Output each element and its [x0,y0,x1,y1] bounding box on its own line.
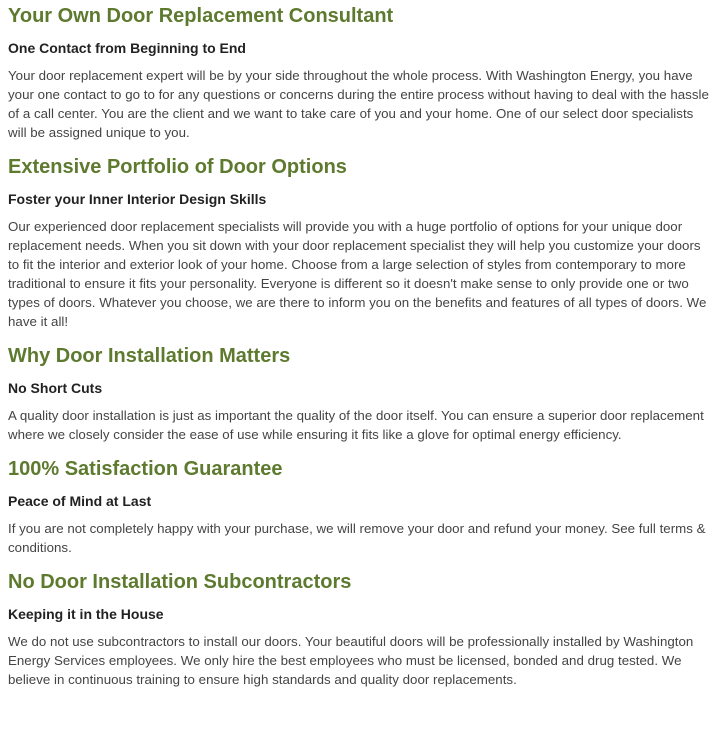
section-no-subcontractors [8,566,711,689]
section-body: A quality door installation is just as important the quality of the door itself. You can ensure a superior door replacement where we closely consider the ease of use while ensuring it fits like a glove for optimal energy efficiency. [8,408,704,442]
section-subheading: Peace of Mind at Last [8,493,152,509]
section-body: If you are not completely happy with your purchase, we will remove your door and refund your money. See full terms & conditions. [8,521,706,555]
section-satisfaction-guarantee [8,453,711,557]
section-installation-matters [8,340,711,444]
section-heading: Extensive Portfolio of Door Options [8,156,347,178]
section-door-consultant [8,0,711,142]
section-heading: Why Door Installation Matters [8,345,291,367]
section-subheading: No Short Cuts [8,380,103,396]
section-body: We do not use subcontractors to install our doors. Your beautiful doors will be professionally installed by Washington Energy Services employees. We only hire the best employees who must be licensed, bonded and drug tested. We believe in continuous training to ensure high standards and quality door replacements. [8,634,694,687]
section-portfolio [8,151,711,331]
section-subheading: One Contact from Beginning to End [8,40,246,56]
section-body: Our experienced door replacement specialists will provide you with a huge portfolio of options for your unique door replacement needs. When you sit down with your door replacement specialist they will help you customize your doors to fit the interior and exterior look of your home. Choose from a large selection of styles from contemporary to more traditional to ensure it fits your personality. Everyone is different so it doesn't make sense to only provide one or two types of doors. Whatever you choose, we are there to inform you on the benefits and features of all types of doors. We have it all! [8,219,707,329]
section-body: Your door replacement expert will be by your side throughout the whole process. With Washington Energy, you have your one contact to go to for any questions or concerns during the entire process without having to deal with the hassle of a call center. You are the client and we want to take care of you and your home. One of our select door specialists will be assigned unique to you. [8,68,709,140]
section-heading: Your Own Door Replacement Consultant [8,5,394,27]
section-heading: 100% Satisfaction Guarantee [8,458,283,480]
section-subheading: Keeping it in the House [8,606,164,622]
section-heading: No Door Installation Subcontractors [8,571,352,593]
section-subheading: Foster your Inner Interior Design Skills [8,191,267,207]
